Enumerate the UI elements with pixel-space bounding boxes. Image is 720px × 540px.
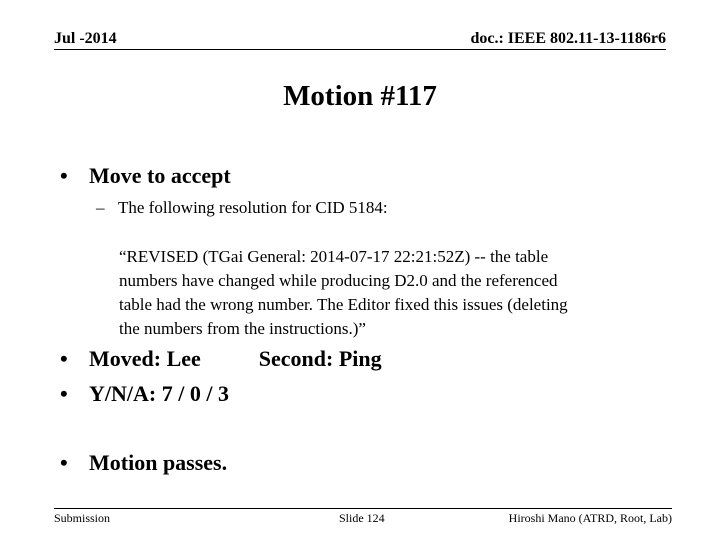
sub-bullet-text: The following resolution for CID 5184: bbox=[118, 198, 388, 217]
bullet-dot: • bbox=[60, 381, 68, 406]
bullet-moved-second bbox=[60, 346, 382, 372]
footer-slide-number: Slide 124 bbox=[339, 511, 385, 525]
footer-submission: Submission bbox=[54, 511, 111, 525]
result-text: Motion passes. bbox=[89, 450, 228, 475]
quote-line: “REVISED (TGai General: 2014-07-17 22:21:52Z) -- the table bbox=[119, 247, 549, 266]
quote-line: table had the wrong number. The Editor fixed this issues (deleting bbox=[119, 295, 568, 314]
bullet-vote bbox=[60, 381, 229, 407]
footer-divider bbox=[54, 508, 672, 509]
header-doc-id: doc.: IEEE 802.11-13-1186r6 bbox=[470, 30, 666, 47]
quote-line: numbers have changed while producing D2.0 and the referenced bbox=[119, 271, 558, 290]
header-date: Jul -2014 bbox=[54, 30, 117, 47]
vote-text: Y/N/A: 7 / 0 / 3 bbox=[89, 381, 229, 406]
footer-author: Hiroshi Mano (ATRD, Root, Lab) bbox=[508, 511, 672, 525]
bullet-dot: • bbox=[60, 346, 68, 371]
quote-line: the numbers from the instructions.)” bbox=[119, 319, 366, 338]
moved-text: Moved: Lee bbox=[89, 346, 201, 371]
bullet-result bbox=[60, 450, 227, 476]
resolution-quote bbox=[119, 245, 679, 341]
sub-bullet-dash: – bbox=[96, 198, 105, 217]
bullet-dot: • bbox=[60, 163, 68, 188]
header-divider bbox=[54, 49, 666, 50]
bullet-move bbox=[60, 163, 231, 189]
sub-bullet-resolution bbox=[96, 198, 388, 218]
second-text: Second: Ping bbox=[258, 346, 382, 371]
bullet-move-text: Move to accept bbox=[89, 163, 231, 188]
bullet-dot: • bbox=[60, 450, 68, 475]
slide-title: Motion #117 bbox=[283, 80, 437, 112]
